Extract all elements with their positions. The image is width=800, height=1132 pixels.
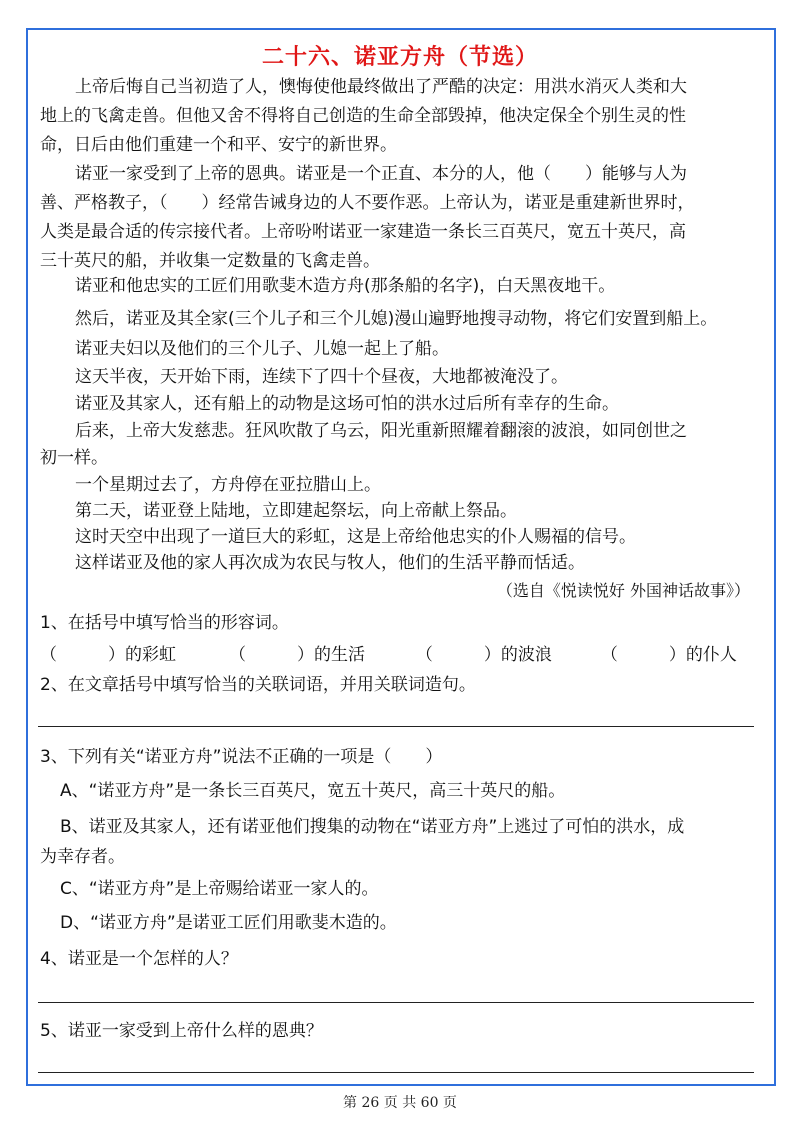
- blank-life[interactable]: （ ）的生活: [228, 645, 365, 665]
- question-1-blanks: [40, 640, 760, 665]
- question-5: 5、诺亚一家受到上帝什么样的恩典？: [40, 1021, 323, 1041]
- question-4: 4、诺亚是一个怎样的人？: [40, 949, 238, 969]
- question-1: 1、在括号中填写恰当的形容词。: [40, 613, 289, 633]
- answer-line-2[interactable]: [38, 726, 754, 727]
- passage-line: 诺亚一家受到了上帝的恩典。诺亚是一个正直、本分的人，他（ ）能够与人为: [75, 164, 687, 184]
- passage-line: 命，日后由他们重建一个和平、安宁的新世界。: [40, 135, 397, 155]
- passage-line: 后来，上帝大发慈悲。狂风吹散了乌云，阳光重新照耀着翻滚的波浪，如同创世之: [75, 421, 687, 441]
- passage-line: 三十英尺的船，并收集一定数量的飞禽走兽。: [40, 251, 380, 271]
- passage-line: 诺亚夫妇以及他们的三个儿子、儿媳一起上了船。: [75, 339, 449, 359]
- passage-line: 第二天，诺亚登上陆地，立即建起祭坛，向上帝献上祭品。: [75, 501, 517, 521]
- page-title: 二十六、诺亚方舟（节选）: [261, 45, 538, 70]
- source-citation: （选自《悦读悦好 外国神话故事》）: [496, 581, 750, 600]
- passage-line: 善、严格教子，（ ）经常告诫身边的人不要作恶。上帝认为，诺亚是重建新世界时，: [40, 193, 695, 213]
- option-a[interactable]: A、“诺亚方舟”是一条长三百英尺，宽五十英尺，高三十英尺的船。: [60, 781, 566, 801]
- passage-line: 然后，诺亚及其全家(三个儿子和三个儿媳)漫山遍野地搜寻动物，将它们安置到船上。: [75, 309, 718, 329]
- blank-waves[interactable]: （ ）的波浪: [415, 645, 552, 665]
- passage-line: 人类是最合适的传宗接代者。上帝吩咐诺亚一家建造一条长三百英尺，宽五十英尺，高: [40, 222, 686, 242]
- answer-line-4[interactable]: [38, 1002, 754, 1003]
- passage-line: 这时天空中出现了一道巨大的彩虹，这是上帝给他忠实的仆人赐福的信号。: [75, 527, 636, 547]
- answer-line-5[interactable]: [38, 1072, 754, 1073]
- passage-line: 诺亚和他忠实的工匠们用歌斐木造方舟(那条船的名字)，白天黑夜地干。: [75, 276, 616, 296]
- blank-servant[interactable]: （ ）的仆人: [600, 645, 737, 665]
- passage-line: 地上的飞禽走兽。但他又舍不得将自己创造的生命全部毁掉，他决定保全个别生灵的性: [40, 106, 686, 126]
- page-number: 第 26 页 共 60 页: [343, 1095, 457, 1111]
- option-c[interactable]: C、“诺亚方舟”是上帝赐给诺亚一家人的。: [60, 879, 379, 899]
- blank-rainbow[interactable]: （ ）的彩虹: [40, 645, 176, 665]
- passage-line: 初一样。: [40, 448, 108, 468]
- option-b[interactable]: B、诺亚及其家人，还有诺亚他们搜集的动物在“诺亚方舟”上逃过了可怕的洪水，成: [60, 817, 685, 837]
- passage-line: 诺亚及其家人，还有船上的动物是这场可怕的洪水过后所有幸存的生命。: [75, 394, 619, 414]
- option-b-cont: 为幸存者。: [40, 847, 125, 867]
- option-d[interactable]: D、“诺亚方舟”是诺亚工匠们用歌斐木造的。: [60, 913, 397, 933]
- passage-line: 一个星期过去了，方舟停在亚拉腊山上。: [75, 475, 381, 495]
- passage-line: 这天半夜，天开始下雨，连续下了四十个昼夜，大地都被淹没了。: [75, 367, 568, 387]
- question-2: 2、在文章括号中填写恰当的关联词语，并用关联词造句。: [40, 675, 476, 695]
- passage-line: 这样诺亚及他的家人再次成为农民与牧人，他们的生活平静而恬适。: [75, 553, 585, 573]
- passage-line: 上帝后悔自己当初造了人，懊悔使他最终做出了严酷的决定：用洪水消灭人类和大: [75, 77, 687, 97]
- question-3: 3、下列有关“诺亚方舟”说法不正确的一项是（ ）: [40, 747, 443, 767]
